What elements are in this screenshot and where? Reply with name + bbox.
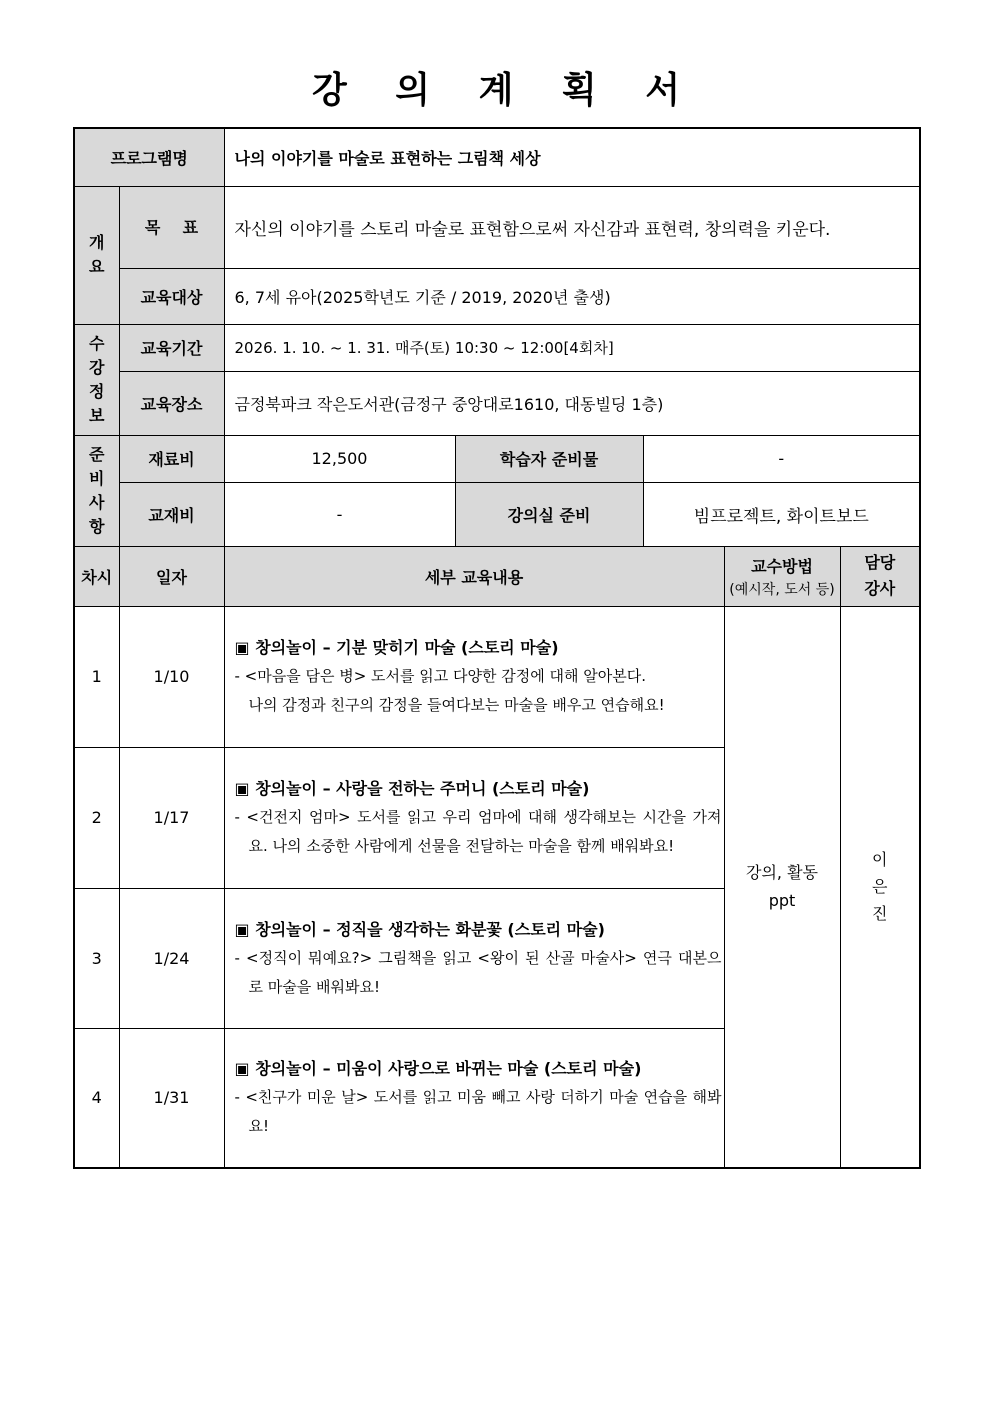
session-line: - <마음을 담은 병> 도서를 읽고 다양한 감정에 대해 알아본다. [234,667,647,685]
session-title: ▣ 창의놀이 – 미움이 사랑으로 바뀌는 마술 (스토리 마술) [234,1059,642,1079]
session-title: ▣ 창의놀이 – 사랑을 전하는 주머니 (스토리 마술) [234,779,590,798]
goal-row [74,186,920,268]
textbook-label: 교재비 [119,482,224,546]
goal-value: 자신의 이야기를 스토리 마술로 표현함으로써 자신감과 표현력, 창의력을 키운다. [224,186,920,268]
material-label: 재료비 [119,435,224,482]
session-title: ▣ 창의놀이 – 정직을 생각하는 화분꽃 (스토리 마술) [234,919,605,939]
learner-value: - [643,435,920,482]
teacher-header: 담당 강사 [840,546,920,606]
session-content [224,747,724,888]
session-content [224,1028,724,1168]
target-row [74,268,920,324]
program-value: 나의 이야기를 마술로 표현하는 그림책 세상 [224,128,920,186]
teacher-value: 이 은 진 [840,606,920,1168]
schedule-header-row [74,546,920,606]
page-title: 강 의 계 획 서 [311,70,698,111]
textbook-value: - [224,482,455,546]
session-number: 3 [74,888,119,1028]
place-label: 교육장소 [119,371,224,435]
session-number: 1 [74,606,119,747]
method-value: 강의, 활동 ppt [724,606,840,1168]
program-label: 프로그램명 [74,128,224,186]
textbook-row [74,482,920,546]
session-title: ▣ 창의놀이 – 기분 맞히기 마술 (스토리 마술) [234,638,559,657]
method-header: 교수방법 (예시작, 도서 등) [724,546,840,606]
prep-group-label: 준 비 사 항 [74,435,119,546]
learner-label: 학습자 준비물 [455,435,643,482]
material-row [74,435,920,482]
period-label: 교육기간 [119,324,224,371]
session-date: 1/17 [119,747,224,888]
room-value: 빔프로젝트, 화이트보드 [643,482,920,546]
session-line: - <친구가 미운 날> 도서를 읽고 미움 빼고 사랑 더하기 마술 연습을 해봐요! [234,1088,722,1136]
session-date: 1/10 [119,606,224,747]
material-value: 12,500 [224,435,455,482]
place-value: 금정북파크 작은도서관(금정구 중앙대로1610, 대동빌딩 1층) [224,371,920,435]
enroll-group-label: 수 강 정 보 [74,324,119,435]
session-number: 4 [74,1028,119,1168]
session-line: 나의 감정과 친구의 감정을 들여다보는 마술을 배우고 연습해요! [248,696,665,714]
session-number: 2 [74,747,119,888]
session-content [224,888,724,1028]
lecture-plan-table [73,127,921,1169]
session-date: 1/31 [119,1028,224,1168]
overview-group-label: 개 요 [74,186,119,324]
program-row [74,128,920,186]
session-row-1 [74,606,920,747]
place-row [74,371,920,435]
target-value: 6, 7세 유아(2025학년도 기준 / 2019, 2020년 출생) [224,268,920,324]
goal-label: 목 표 [119,186,224,268]
session-content [224,606,724,747]
content-header: 세부 교육내용 [224,546,724,606]
date-header: 일자 [119,546,224,606]
session-header: 차시 [74,546,119,606]
target-label: 교육대상 [119,268,224,324]
session-date: 1/24 [119,888,224,1028]
session-line: - <건전지 엄마> 도서를 읽고 우리 엄마에 대해 생각해보는 시간을 가져요. 나의 소중한 사람에게 선물을 전달하는 마술을 함께 배워봐요! [234,808,722,855]
period-row [74,324,920,371]
session-line: - <정직이 뭐예요?> 그림책을 읽고 <왕이 된 산골 마술사> 연극 대본으로 마술을 배워봐요! [234,948,722,996]
period-value: 2026. 1. 10. ~ 1. 31. 매주(토) 10:30 ~ 12:00[4회차] [224,324,920,371]
room-label: 강의실 준비 [455,482,643,546]
